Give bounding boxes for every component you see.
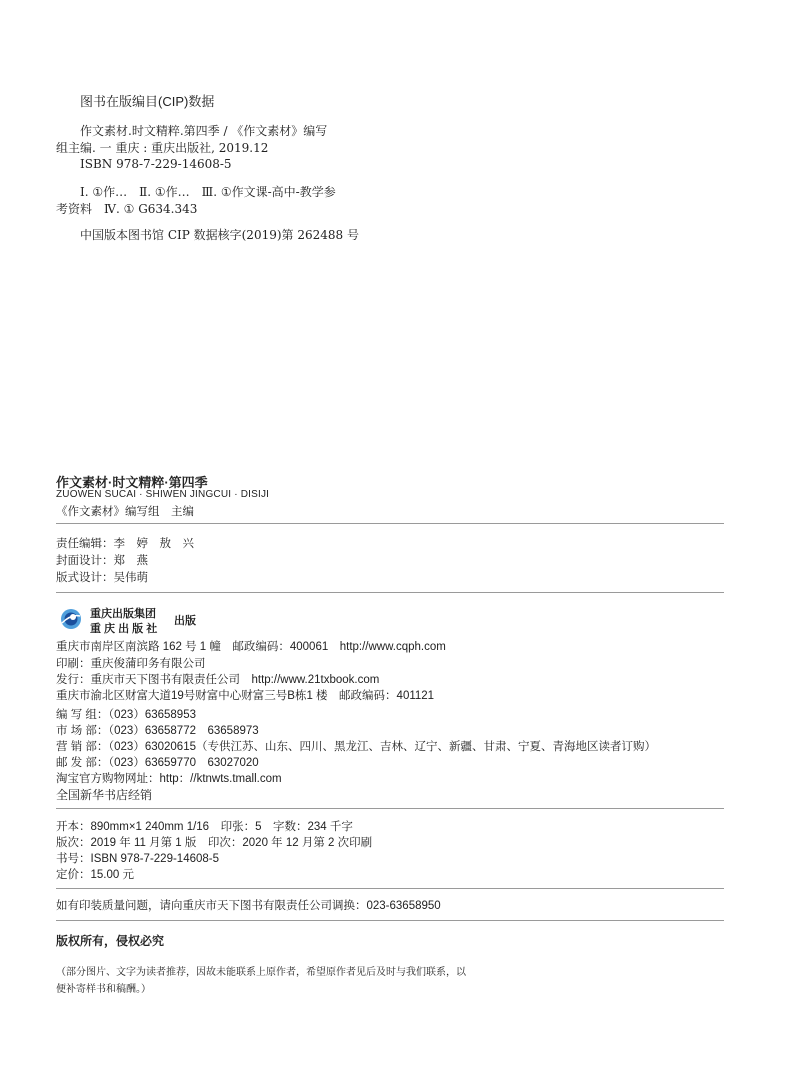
distributor-address: 重庆市渝北区财富大道19号财富中心财富三号B栋1 楼 邮政编码：401121 (56, 690, 435, 702)
disclaimer-line-2: 便补寄样书和稿酬。） (56, 984, 151, 995)
distributor: 发行：重庆市天下图书有限责任公司 http://www.21txbook.com (56, 674, 380, 686)
rights-notice: 版权所有，侵权必究 (56, 934, 165, 948)
publisher-group: 重庆出版集团 (90, 608, 156, 620)
book-pinyin: ZUOWEN SUCAI · SHIWEN JINGCUI · DISIJI (56, 489, 270, 500)
printer: 印刷：重庆俊蒲印务有限公司 (56, 658, 206, 670)
divider (56, 523, 724, 524)
cip-line-6: 中国版本图书馆 CIP 数据核字(2019)第 262488 号 (80, 228, 359, 242)
cip-line-5: 考资料 Ⅳ. ① G634.343 (56, 202, 198, 216)
publisher-name: 重 庆 出 版 社 (90, 623, 158, 635)
cip-line-1: 作文素材.时文精粹.第四季 / 《作文素材》编写 (80, 124, 328, 138)
contact-line: 邮 发 部：（023）63659770 63027020 (56, 757, 259, 769)
divider (56, 888, 724, 889)
quality-notice: 如有印装质量问题，请向重庆市天下图书有限责任公司调换：023-63658950 (56, 900, 441, 912)
publisher-address: 重庆市南岸区南滨路 162 号 1 幢 邮政编码：400061 http://www.cqph.com (56, 641, 446, 653)
cip-line-2: 组主编. 一 重庆 : 重庆出版社, 2019.12 (56, 141, 269, 155)
spec-line: 定价：15.00 元 (56, 869, 134, 881)
divider (56, 808, 724, 809)
publisher-publish: 出版 (174, 615, 196, 627)
spec-line: 开本：890mm×1 240mm 1/16 印张：5 字数：234 千字 (56, 821, 353, 833)
divider (56, 592, 724, 593)
staff-layout-design: 版式设计：吴伟萌 (56, 572, 148, 584)
spec-line: 书号：ISBN 978-7-229-14608-5 (56, 853, 219, 865)
book-editor: 《作文素材》编写组 主编 (56, 506, 194, 518)
cip-line-4: Ⅰ. ①作… Ⅱ. ①作… Ⅲ. ①作文课-高中-教学参 (80, 185, 336, 199)
staff-editor: 责任编辑：李 婷 敖 兴 (56, 538, 194, 550)
contact-line: 营 销 部：（023）63020615（专供江苏、山东、四川、黑龙江、吉林、辽宁、新疆、甘肃、宁夏、青海地区读者订购） (56, 741, 656, 753)
spec-line: 版次：2019 年 11 月第 1 版 印次：2020 年 12 月第 2 次印刷 (56, 837, 373, 849)
seller: 全国新华书店经销 (56, 788, 153, 802)
staff-cover-design: 封面设计：郑 燕 (56, 555, 148, 567)
book-title: 作文素材·时文精粹·第四季 (56, 475, 208, 490)
contact-line: 编 写 组：（023）63658953 (56, 709, 196, 721)
divider (56, 920, 724, 921)
cip-line-3: ISBN 978-7-229-14608-5 (80, 157, 232, 171)
disclaimer-line-1: （部分图片、文字为读者推荐，因故未能联系上原作者，希望原作者见后及时与我们联系，以 (56, 967, 466, 978)
contact-line: 市 场 部：（023）63658772 63658973 (56, 725, 259, 737)
publisher-logo-icon (60, 608, 82, 630)
contact-line: 淘宝官方购物网址：http：//ktnwts.tmall.com (56, 773, 282, 785)
cip-heading: 图书在版编目(CIP)数据 (80, 94, 215, 109)
